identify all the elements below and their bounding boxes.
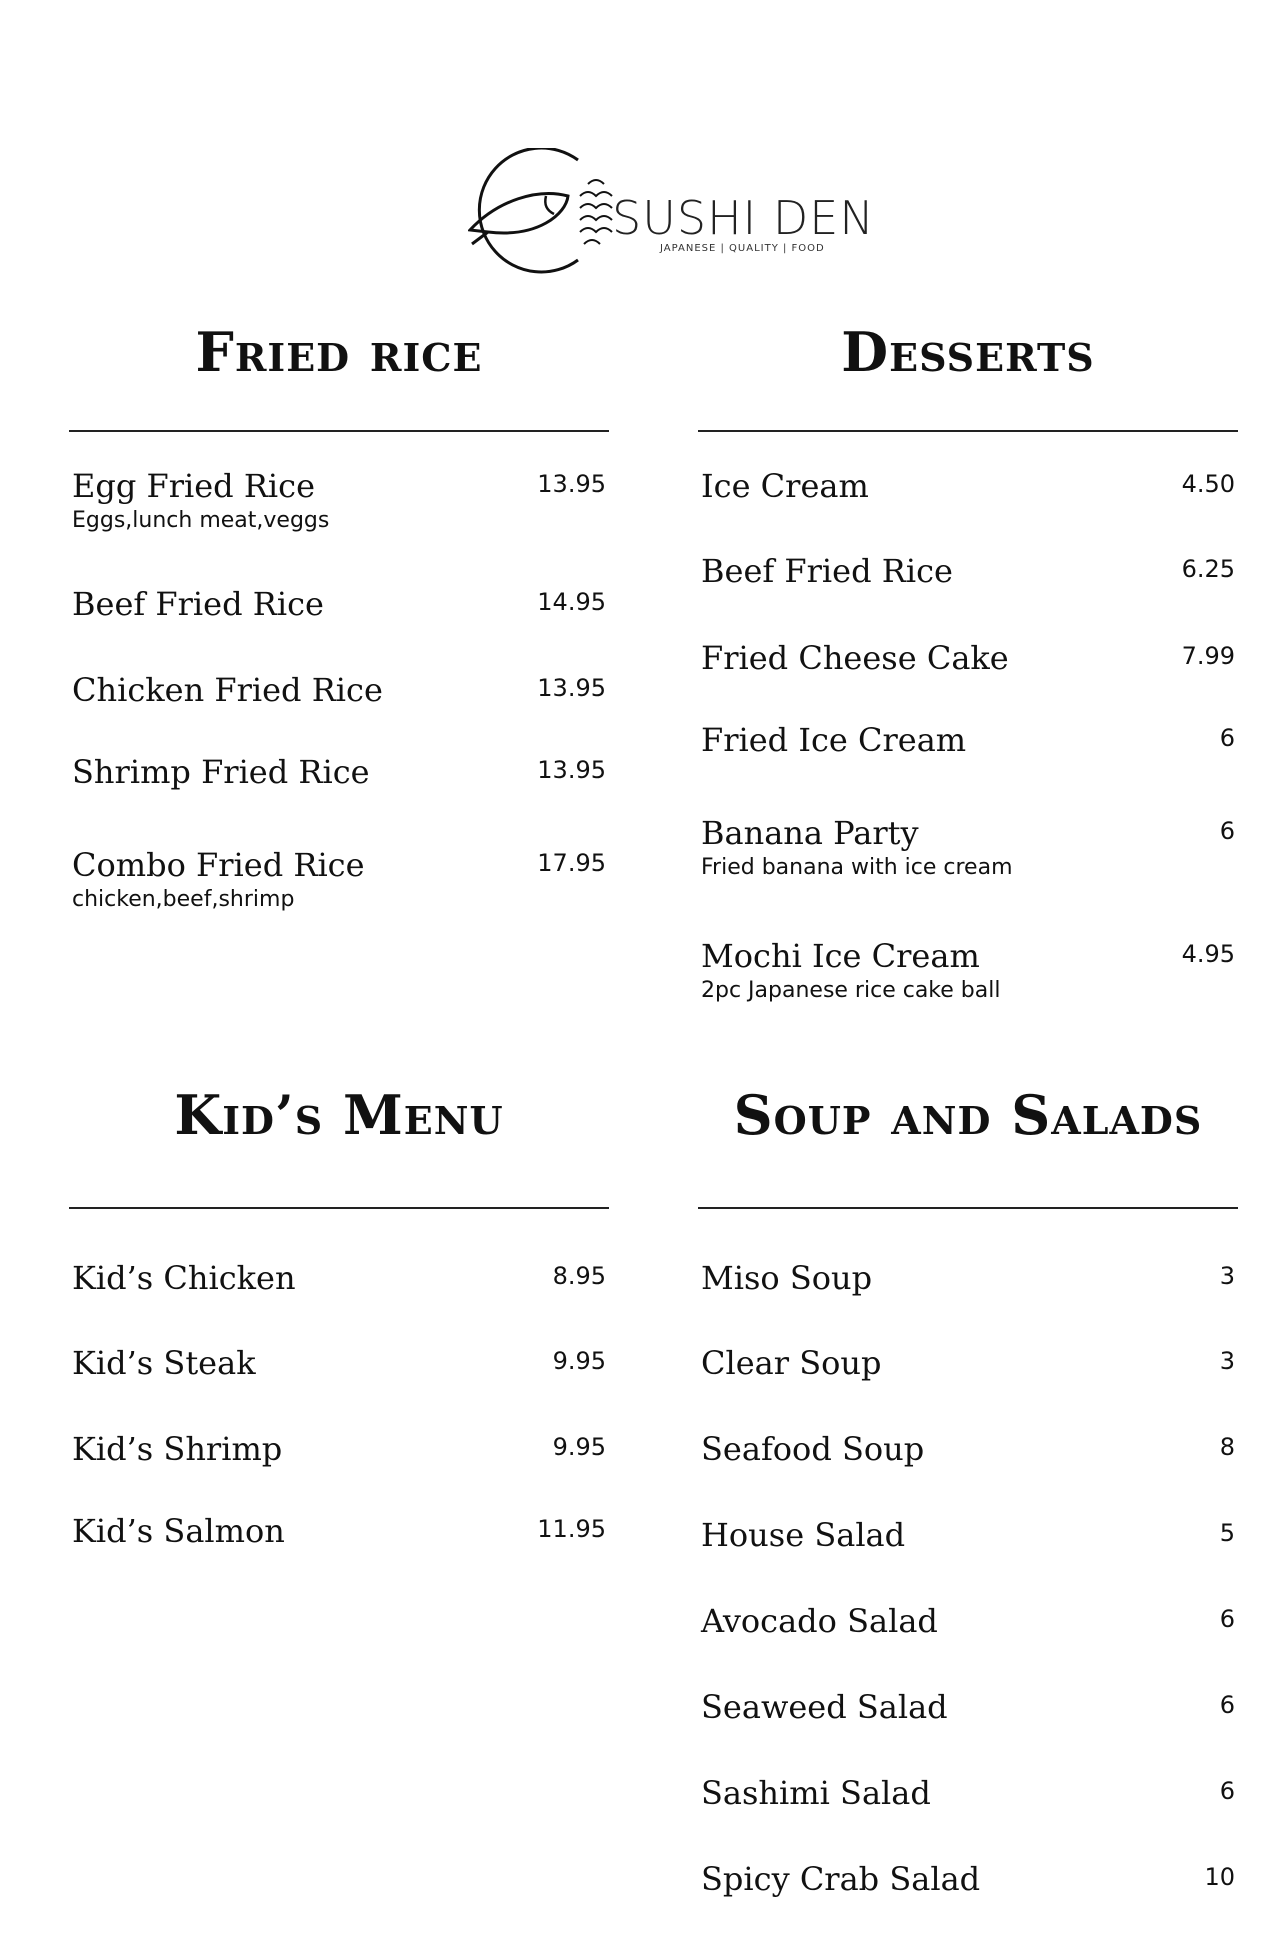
brand-name: SUSHI DEN (612, 191, 875, 245)
item-price: 17.95 (537, 849, 606, 877)
item-name: Avocado Salad (701, 1602, 938, 1640)
item-description: Fried banana with ice cream (701, 855, 1013, 880)
divider (69, 1207, 609, 1209)
item-name: Seaweed Salad (701, 1688, 948, 1726)
item-price: 11.95 (537, 1515, 606, 1543)
item-price: 9.95 (552, 1347, 606, 1375)
item-name: Fried Ice Cream (701, 721, 967, 759)
item-price: 3 (1219, 1262, 1235, 1290)
item-price: 4.50 (1181, 470, 1235, 498)
item-description: chicken,beef,shrimp (72, 887, 295, 912)
item-price: 6 (1219, 1777, 1235, 1805)
item-name: Spicy Crab Salad (701, 1860, 981, 1898)
item-name: Banana Party (701, 814, 919, 852)
item-name: Combo Fried Rice (72, 846, 365, 884)
item-description: 2pc Japanese rice cake ball (701, 978, 1001, 1003)
item-price: 9.95 (552, 1433, 606, 1461)
item-price: 5 (1219, 1519, 1235, 1547)
logo (468, 148, 875, 280)
item-name: Kid’s Chicken (72, 1259, 296, 1297)
fish-moon-icon (468, 148, 618, 280)
item-price: 8.95 (552, 1262, 606, 1290)
item-price: 8 (1219, 1433, 1235, 1461)
item-price: 6 (1219, 1605, 1235, 1633)
item-description: Eggs,lunch meat,veggs (72, 508, 330, 533)
brand-tagline: JAPANESE | QUALITY | FOOD (660, 243, 825, 254)
item-price: 3 (1219, 1347, 1235, 1375)
item-name: Shrimp Fried Rice (72, 753, 370, 791)
item-price: 6 (1219, 1691, 1235, 1719)
item-price: 4.95 (1181, 940, 1235, 968)
item-price: 7.99 (1181, 642, 1235, 670)
item-name: Beef Fried Rice (701, 552, 953, 590)
item-name: Ice Cream (701, 467, 869, 505)
section-title: Soup and Salads (733, 1083, 1203, 1147)
divider (69, 430, 609, 432)
item-name: Clear Soup (701, 1344, 882, 1382)
item-name: Fried Cheese Cake (701, 639, 1009, 677)
item-price: 6 (1219, 817, 1235, 845)
item-name: Kid’s Salmon (72, 1512, 285, 1550)
item-price: 6.25 (1181, 555, 1235, 583)
item-name: Chicken Fried Rice (72, 671, 383, 709)
section-title: Desserts (841, 320, 1095, 384)
section-title: Fried rice (195, 320, 483, 384)
item-name: House Salad (701, 1516, 906, 1554)
divider (698, 430, 1238, 432)
item-name: Kid’s Steak (72, 1344, 256, 1382)
item-price: 13.95 (537, 470, 606, 498)
item-price: 13.95 (537, 756, 606, 784)
item-price: 13.95 (537, 674, 606, 702)
item-price: 14.95 (537, 588, 606, 616)
section-title: Kid’s Menu (174, 1083, 504, 1147)
item-name: Beef Fried Rice (72, 585, 324, 623)
divider (698, 1207, 1238, 1209)
item-name: Seafood Soup (701, 1430, 925, 1468)
item-name: Kid’s Shrimp (72, 1430, 283, 1468)
item-name: Sashimi Salad (701, 1774, 931, 1812)
item-price: 10 (1204, 1863, 1235, 1891)
item-price: 6 (1219, 724, 1235, 752)
item-name: Mochi Ice Cream (701, 937, 980, 975)
item-name: Egg Fried Rice (72, 467, 316, 505)
item-name: Miso Soup (701, 1259, 873, 1297)
